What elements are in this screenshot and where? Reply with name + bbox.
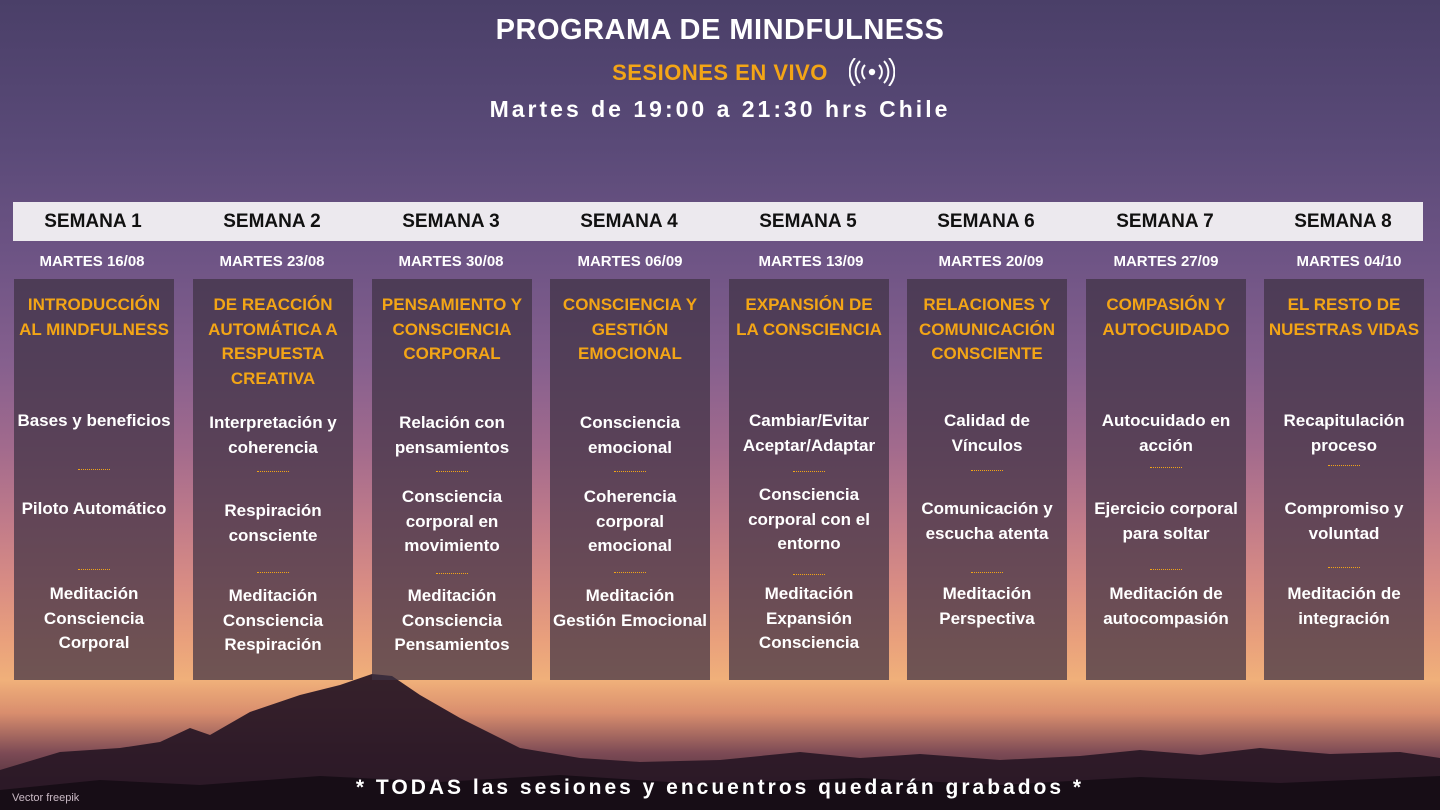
session-date: MARTES 04/10 (1296, 253, 1402, 270)
week-card (1086, 279, 1246, 680)
topic: Piloto Automático (21, 499, 167, 518)
separator (436, 573, 468, 574)
separator (1150, 467, 1182, 468)
week-label: SEMANA 5 (759, 211, 857, 232)
week-card (729, 279, 889, 680)
separator (436, 471, 468, 472)
session-date: MARTES 06/09 (577, 253, 683, 270)
topic: Meditación de integración (1287, 584, 1401, 628)
week-label: SEMANA 6 (937, 211, 1035, 232)
week-label: SEMANA 1 (44, 211, 142, 232)
session-date: MARTES 13/09 (758, 253, 864, 270)
week-label: SEMANA 3 (402, 211, 500, 232)
card-title: EXPANSIÓN DE LA CONSCIENCIA (736, 295, 882, 339)
separator (1328, 567, 1360, 568)
separator (971, 572, 1003, 573)
live-sessions-subtitle: SESIONES EN VIVO (612, 60, 828, 85)
week-card (193, 279, 353, 680)
session-date: MARTES 20/09 (938, 253, 1044, 270)
separator (614, 572, 646, 573)
session-date: MARTES 23/08 (219, 253, 325, 270)
card-title: PENSAMIENTO Y CONSCIENCIA CORPORAL (381, 295, 523, 363)
topic: Meditación Gestión Emocional (553, 586, 707, 630)
topic: Respiración consciente (224, 501, 322, 545)
week-card (14, 279, 174, 680)
card-title: COMPASIÓN Y AUTOCUIDADO (1102, 295, 1230, 339)
topic: Interpretación y coherencia (209, 413, 337, 457)
separator (78, 569, 110, 570)
week-label: SEMANA 2 (223, 211, 321, 232)
topic: Relación con pensamientos (394, 413, 510, 457)
card-title: CONSCIENCIA Y GESTIÓN EMOCIONAL (562, 295, 698, 363)
topic: Coherencia corporal emocional (583, 487, 677, 555)
topic: Ejercicio corporal para soltar (1094, 499, 1238, 543)
topic: Compromiso y voluntad (1284, 499, 1404, 543)
topic: Comunicación y escucha atenta (921, 499, 1053, 543)
topic: Calidad de Vínculos (944, 411, 1030, 455)
week-label: SEMANA 4 (580, 211, 678, 232)
topic: Meditación Consciencia Pensamientos (394, 586, 510, 654)
separator (1150, 569, 1182, 570)
separator (78, 469, 110, 470)
week-card (372, 279, 532, 680)
image-credit: Vector freepik (12, 792, 80, 804)
separator (614, 471, 646, 472)
separator (257, 471, 289, 472)
topic: Meditación de autocompasión (1103, 584, 1229, 628)
topic: Meditación Expansión Consciencia (758, 584, 860, 652)
week-label: SEMANA 8 (1294, 211, 1392, 232)
week-header-bar (13, 202, 1423, 241)
card-title: EL RESTO DE NUESTRAS VIDAS (1268, 295, 1420, 339)
topic: Meditación Consciencia Corporal (43, 584, 145, 652)
week-card (907, 279, 1067, 680)
topic: Consciencia emocional (579, 413, 681, 457)
session-date: MARTES 27/09 (1113, 253, 1219, 270)
topic: Autocuidado en acción (1101, 411, 1231, 455)
card-title: RELACIONES Y COMUNICACIÓN CONSCIENTE (919, 295, 1055, 363)
topic: Consciencia corporal con el entorno (748, 485, 870, 553)
page-title: PROGRAMA DE MINDFULNESS (495, 14, 945, 46)
separator (971, 470, 1003, 471)
topic: Cambiar/Evitar Aceptar/Adaptar (742, 411, 876, 455)
week-card (550, 279, 710, 680)
broadcast-icon (849, 58, 895, 86)
separator (257, 572, 289, 573)
separator (793, 471, 825, 472)
topic: Meditación Consciencia Respiración (222, 586, 324, 654)
week-label: SEMANA 7 (1116, 211, 1214, 232)
separator (1328, 465, 1360, 466)
card-title: INTRODUCCIÓN AL MINDFULNESS (19, 295, 169, 339)
separator (793, 574, 825, 575)
card-title: DE REACCIÓN AUTOMÁTICA A RESPUESTA CREATIVA (208, 295, 338, 388)
session-date: MARTES 16/08 (39, 253, 145, 270)
week-card (1264, 279, 1424, 680)
schedule-text: Martes de 19:00 a 21:30 hrs Chile (489, 96, 951, 122)
topic: Recapitulación proceso (1283, 411, 1405, 455)
recording-note: * TODAS las sesiones y encuentros quedarán grabados * (355, 776, 1085, 799)
topic: Consciencia corporal en movimiento (401, 487, 503, 555)
topic: Meditación Perspectiva (939, 584, 1035, 628)
topic: Bases y beneficios (17, 411, 171, 430)
session-date: MARTES 30/08 (398, 253, 504, 270)
